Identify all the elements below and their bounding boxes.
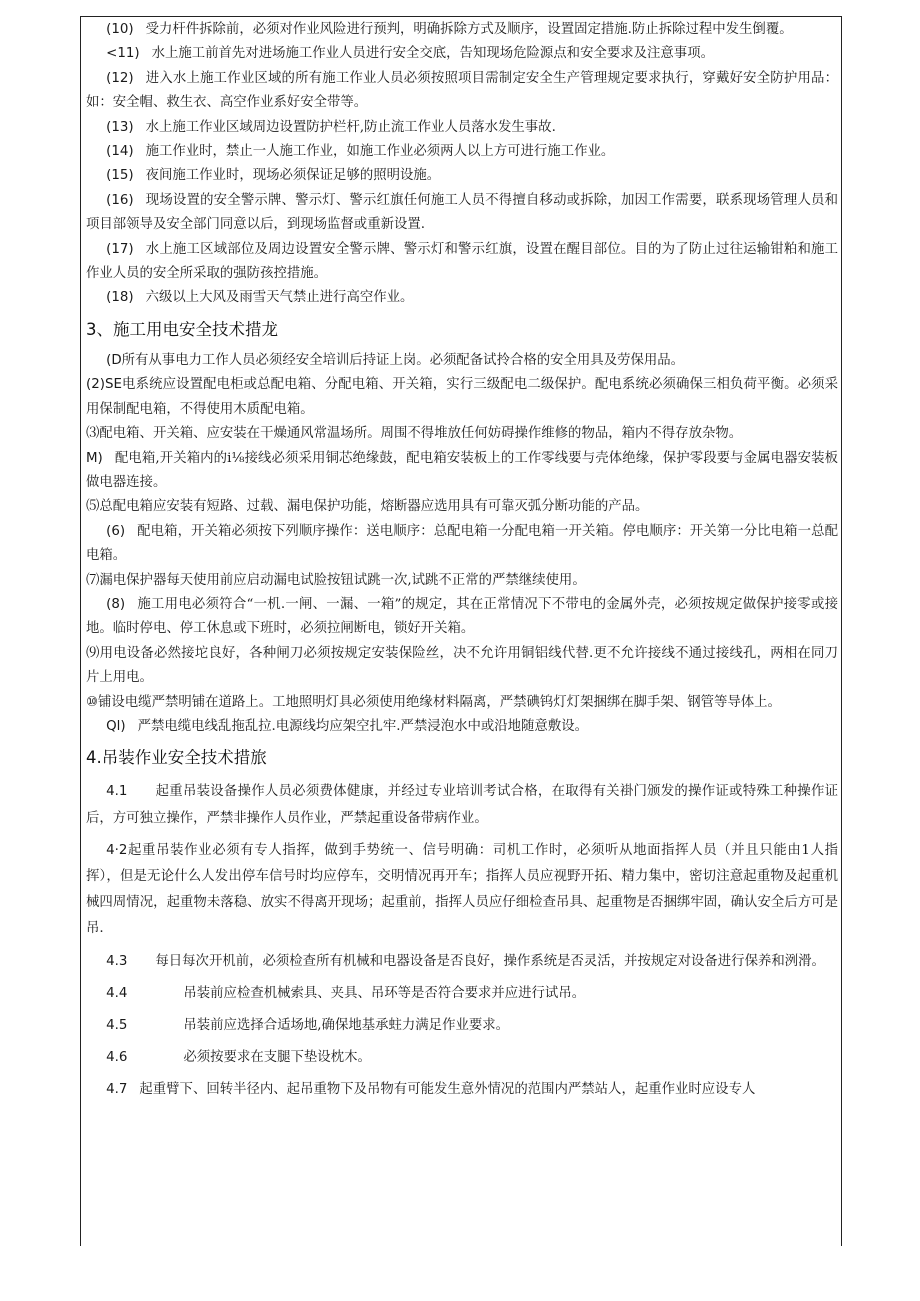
document-body (86, 18, 838, 1104)
list-item: (14) 施工作业时，禁止一人施工作业，如施工作业必须两人以上方可进行施工作业。 (106, 144, 615, 160)
list-item: (D所有从事电力工作人员必须经安全培训后持证上岗。必须配备试拎合格的安全用具及劳保用品。 (106, 352, 685, 368)
list-item: (6) 配电箱，开关箱必须按下列顺序操作：送电顺序：总配电箱一分配电箱一开关箱。停电顺序：开关第一分比电箱一总配电箱。 (86, 523, 838, 564)
list-item: 4.3 每日每次开机前，必须检查所有机械和电器设备是否良好，操作系统是否灵活，并按规定对设备进行保养和洌滑。 (106, 953, 825, 969)
list-item: (15) 夜间施工作业时，现场必须保证足够的照明设施。 (106, 168, 441, 184)
section-2-list (86, 18, 838, 311)
list-item: (8) 施工用电必须符合“一机.一闸、一漏、一箱”的规定，其在正常情况下不带电的金属外壳，必须按规定做保护接零或接地。临时停电、停工休息或下班时，必须拉闸断电，锁好开关箱。 (86, 596, 838, 637)
list-item: ⑶配电箱、开关箱、应安装在干燥通风常温场所。周围不得堆放任何妨碍操作维修的物品，箱内不得存放杂物。 (86, 426, 743, 442)
list-item: 4·2起重吊装作业必须有专人指挥，做到手势统一、信号明确：司机工作时，必须听从地面指挥人员（并且只能由1人指挥），但是无论什么人发出停车信号时均应停车，交明情况再开车；指挥人员应视野开拓、精力集中，密切注意起重物及起重机械四周情况，起重物未落稳、放实不得离开现场；起重前，指挥人员应仔细检查吊具、起重物是否捆绑牢固，确认安全后方可是吊. (86, 842, 838, 937)
section-3-heading: 3、施工用电安全技术措龙 (86, 319, 278, 339)
list-item: (17) 水上施工区域部位及周边设置安全警示牌、警示灯和警示红旗，设置在醒目部位。目的为了防止过往运输钳粕和施工作业人员的安全所采取的强防孩控措施。 (86, 241, 838, 282)
section-3-list (86, 349, 838, 740)
list-item: (18) 六级以上大风及雨雪天气禁止进行高空作业。 (106, 290, 414, 306)
list-item: (12) 进入水上施工作业区域的所有施工作业人员必须按照项目需制定安全生产管理规定要求执行，穿戴好安全防护用品：如：安全帽、救生衣、高空作业系好安全带等。 (86, 70, 838, 111)
section-4-list (86, 779, 838, 1103)
list-item: <11) 水上施工前首先对进场施工作业人员进行安全交底，告知现场危险源点和安全要求及注意事项。 (106, 46, 714, 62)
list-item: ⑼用电设备必然接坨良好，各种闸刀必须按规定安装保险丝，决不允许用铜铝线代替.更不允许接线不通过接线孔，两相在同刀片上用电。 (86, 645, 839, 686)
section-4-heading: 4.吊装作业安全技术措旅 (86, 748, 267, 768)
list-item: 4.5 吊装前应选择合适场地,确保地基承蛀力满足作业要求。 (106, 1018, 510, 1033)
list-item: ⑺漏电保护器每天使用前应启动漏电试脸按钮试跳一次,试跳不正常的严禁继续使用。 (86, 572, 586, 588)
list-item: 4.6 必须按要求在支腿下垫设枕木。 (106, 1050, 371, 1066)
list-item: ⑸总配电箱应安装有短路、过载、漏电保护功能，熔断器应选用具有可靠灭弧分断功能的产品。 (86, 499, 649, 515)
list-item: (10) 受力杆件拆除前，必须对作业风险进行预判，明确拆除方式及顺序，设置固定措施.防止拆除过程中发生倒覆。 (106, 22, 793, 37)
list-item: 4.1 起重吊装设备操作人员必须费体健康，并经过专业培训考试合格，在取得有关褂门颁发的操作证或特殊工种操作证后，方可独立操作，严禁非操作人员作业，严禁起重设备带病作业。 (86, 784, 838, 826)
list-item: 4.7 起重臂下、回转半径内、起吊重物下及吊物有可能发生意外情况的范围内严禁站人，起重作业时应设专人 (106, 1082, 756, 1098)
list-item: (16) 现场设置的安全警示牌、警示灯、警示红旗任何施工人员不得擅自移动或拆除，加因工作需要，联系现场管理人员和项目部领导及安全部门同意以后，到现场监督或重新设置. (86, 192, 838, 233)
list-item: (13) 水上施工作业区域周边设置防护栏杆,防止流工作业人员落水发生事故. (106, 119, 556, 135)
list-item: (2)SE电系统应设置配电柜或总配电箱、分配电箱、开关箱，实行三级配电二级保护。配电系统必须确保三相负荷平衡。必须采用保制配电箱，不得使用木质配电箱。 (86, 377, 838, 417)
list-item: M) 配电箱,开关箱内的i⅛接线必须采用铜芯绝缘鼓，配电箱安装板上的工作零线要与壳体绝缘，保护零段要与金属电器安装板做电器连接。 (86, 450, 838, 490)
list-item: Ql) 严禁电缆电线乱拖乱拉.电源线均应架空扎牢.严禁浸泡水中或沿地随意敷设。 (106, 718, 588, 734)
list-item: ⑩铺设电缆严禁明铺在道路上。工地照明灯具必须使用绝缘材料隔离，严禁碘钨灯灯架捆绑在脚手架、钢管等导体上。 (86, 694, 781, 710)
list-item: 4.4 吊装前应检查机械索具、夹具、吊环等是否符合要求并应进行试吊。 (106, 985, 586, 1001)
